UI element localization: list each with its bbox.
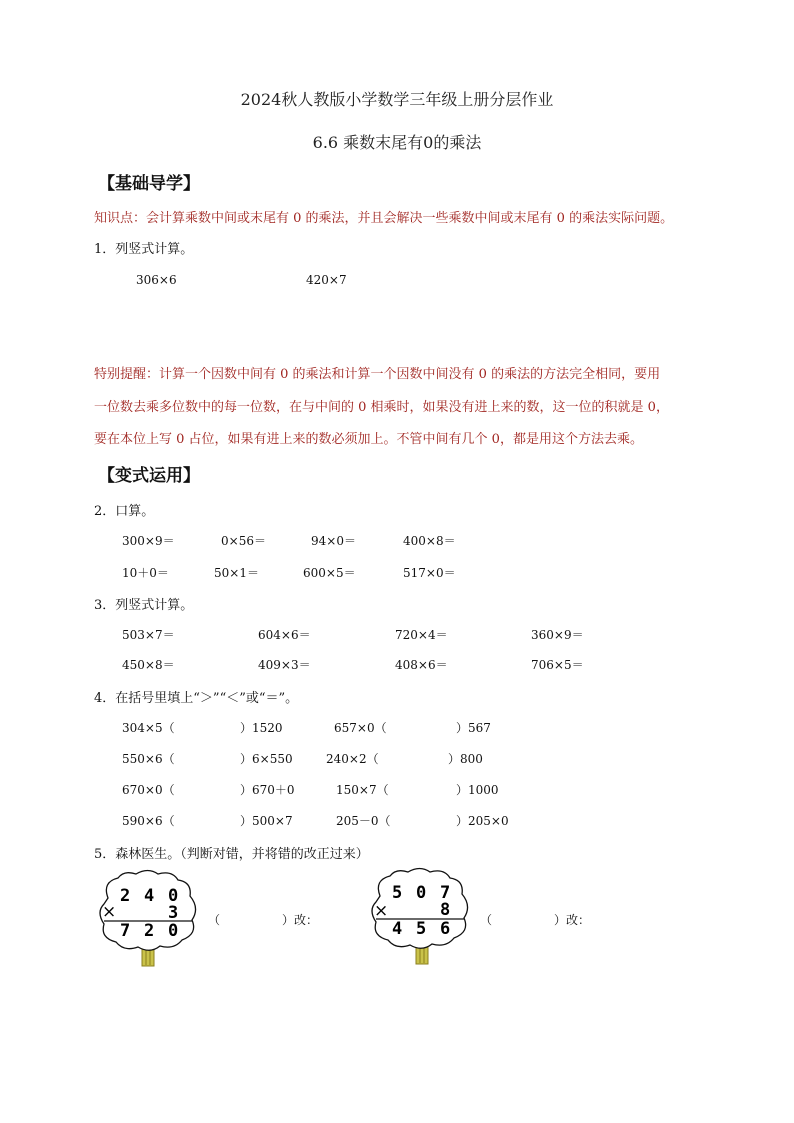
q3-r2-item-4: 706×5＝ [531,658,584,672]
q4-r2-left-right: ）6×550 [240,752,293,766]
q4-r4-right-right: ）205×0 [456,814,509,828]
page-subtitle: 6.6 乘数末尾有0的乘法 [312,133,482,152]
q3-r1-item-1: 503×7＝ [122,628,175,642]
q4-r3-left: 670×0（ [122,783,175,797]
reminder-line-1: 特别提醒：计算一个因数中间有 0 的乘法和计算一个因数中间没有 0 的乘法的方法完全相同，要用 [94,367,661,382]
page-title: 2024秋人教版小学数学三年级上册分层作业 [240,90,554,109]
q2-r2-item-1: 10＋0＝ [122,566,169,580]
q5-item-2-paren-open: （ [480,913,493,927]
question-5-title: 5．森林医生。（判断对错，并将错的改正过来） [94,847,369,862]
question-3-title: 3．列竖式计算。 [94,598,194,613]
q4-r1-right: 657×0（ [334,721,387,735]
q1-item-2: 420×7 [306,273,347,287]
tree-2-top-d2: 0 [416,883,427,903]
q5-item-2-paren-close: ）改： [554,913,591,927]
q2-r1-item-2: 0×56＝ [221,534,266,548]
tree-2-mult: 8 [440,900,451,920]
q3-r2-item-1: 450×8＝ [122,658,175,672]
tree-1-res-d2: 2 [144,921,155,941]
q3-r1-item-3: 720×4＝ [395,628,448,642]
tree-2-times: × [374,901,389,921]
q3-r1-item-2: 604×6＝ [258,628,311,642]
q4-r2-right-right: ）800 [448,752,483,766]
knowledge-point: 知识点：会计算乘数中间或末尾有 0 的乘法，并且会解决一些乘数中间或末尾有 0 的乘法实际问题。 [94,211,674,226]
q4-r1-left: 304×5（ [122,721,175,735]
tree-1 [94,868,206,968]
q4-r4-right: 205－0（ [336,814,391,828]
reminder-line-2: 一位数去乘多位数中的每一位数，在与中间的 0 相乘时，如果没有进上来的数，这一位的积就是 0， [94,400,669,415]
tree-2-res-d1: 4 [392,919,403,939]
q4-r3-left-right: ）670＋0 [240,783,295,797]
q2-r2-item-3: 600×5＝ [303,566,356,580]
tree-2-res-d3: 6 [440,919,451,939]
tree-2-top-d1: 5 [392,883,403,903]
tree-1-top-d3: 0 [168,886,179,906]
section-heading-variant: 【变式运用】 [98,466,200,486]
question-4-title: 4．在括号里填上“＞”“＜”或“＝”。 [94,691,299,706]
q3-r1-item-4: 360×9＝ [531,628,584,642]
section-heading-basic: 【基础导学】 [98,174,200,194]
q4-r4-left-right: ）500×7 [240,814,293,828]
tree-1-res-d3: 0 [168,921,179,941]
q2-r1-item-4: 400×8＝ [403,534,456,548]
q3-r2-item-3: 408×6＝ [395,658,448,672]
q5-item-1-paren-close: ）改： [282,913,319,927]
reminder-line-3: 要在本位上写 0 占位，如果有进上来的数必须加上。不管中间有几个 0，都是用这个方法去乘。 [94,432,643,447]
q2-r2-item-4: 517×0＝ [403,566,456,580]
q4-r3-right-right: ）1000 [456,783,499,797]
tree-2 [366,866,478,966]
q4-r2-right: 240×2（ [326,752,379,766]
q4-r3-right: 150×7（ [336,783,389,797]
q2-r1-item-1: 300×9＝ [122,534,175,548]
tree-1-mult: 3 [168,903,179,923]
tree-1-times: × [102,902,117,922]
tree-2-res-d2: 5 [416,919,427,939]
question-2-title: 2．口算。 [94,504,155,519]
q3-r2-item-2: 409×3＝ [258,658,311,672]
tree-1-top-d1: 2 [120,886,131,906]
q5-item-1-paren-open: （ [208,913,221,927]
q4-r4-left: 590×6（ [122,814,175,828]
q4-r2-left: 550×6（ [122,752,175,766]
tree-2-top-d3: 7 [440,883,451,903]
q2-r1-item-3: 94×0＝ [311,534,356,548]
q2-r2-item-2: 50×1＝ [214,566,259,580]
q4-r1-right-right: ）567 [456,721,491,735]
question-1-title: 1．列竖式计算。 [94,242,194,257]
q4-r1-left-right: ）1520 [240,721,283,735]
tree-1-res-d1: 7 [120,921,131,941]
q1-item-1: 306×6 [136,273,177,287]
tree-1-top-d2: 4 [144,886,155,906]
